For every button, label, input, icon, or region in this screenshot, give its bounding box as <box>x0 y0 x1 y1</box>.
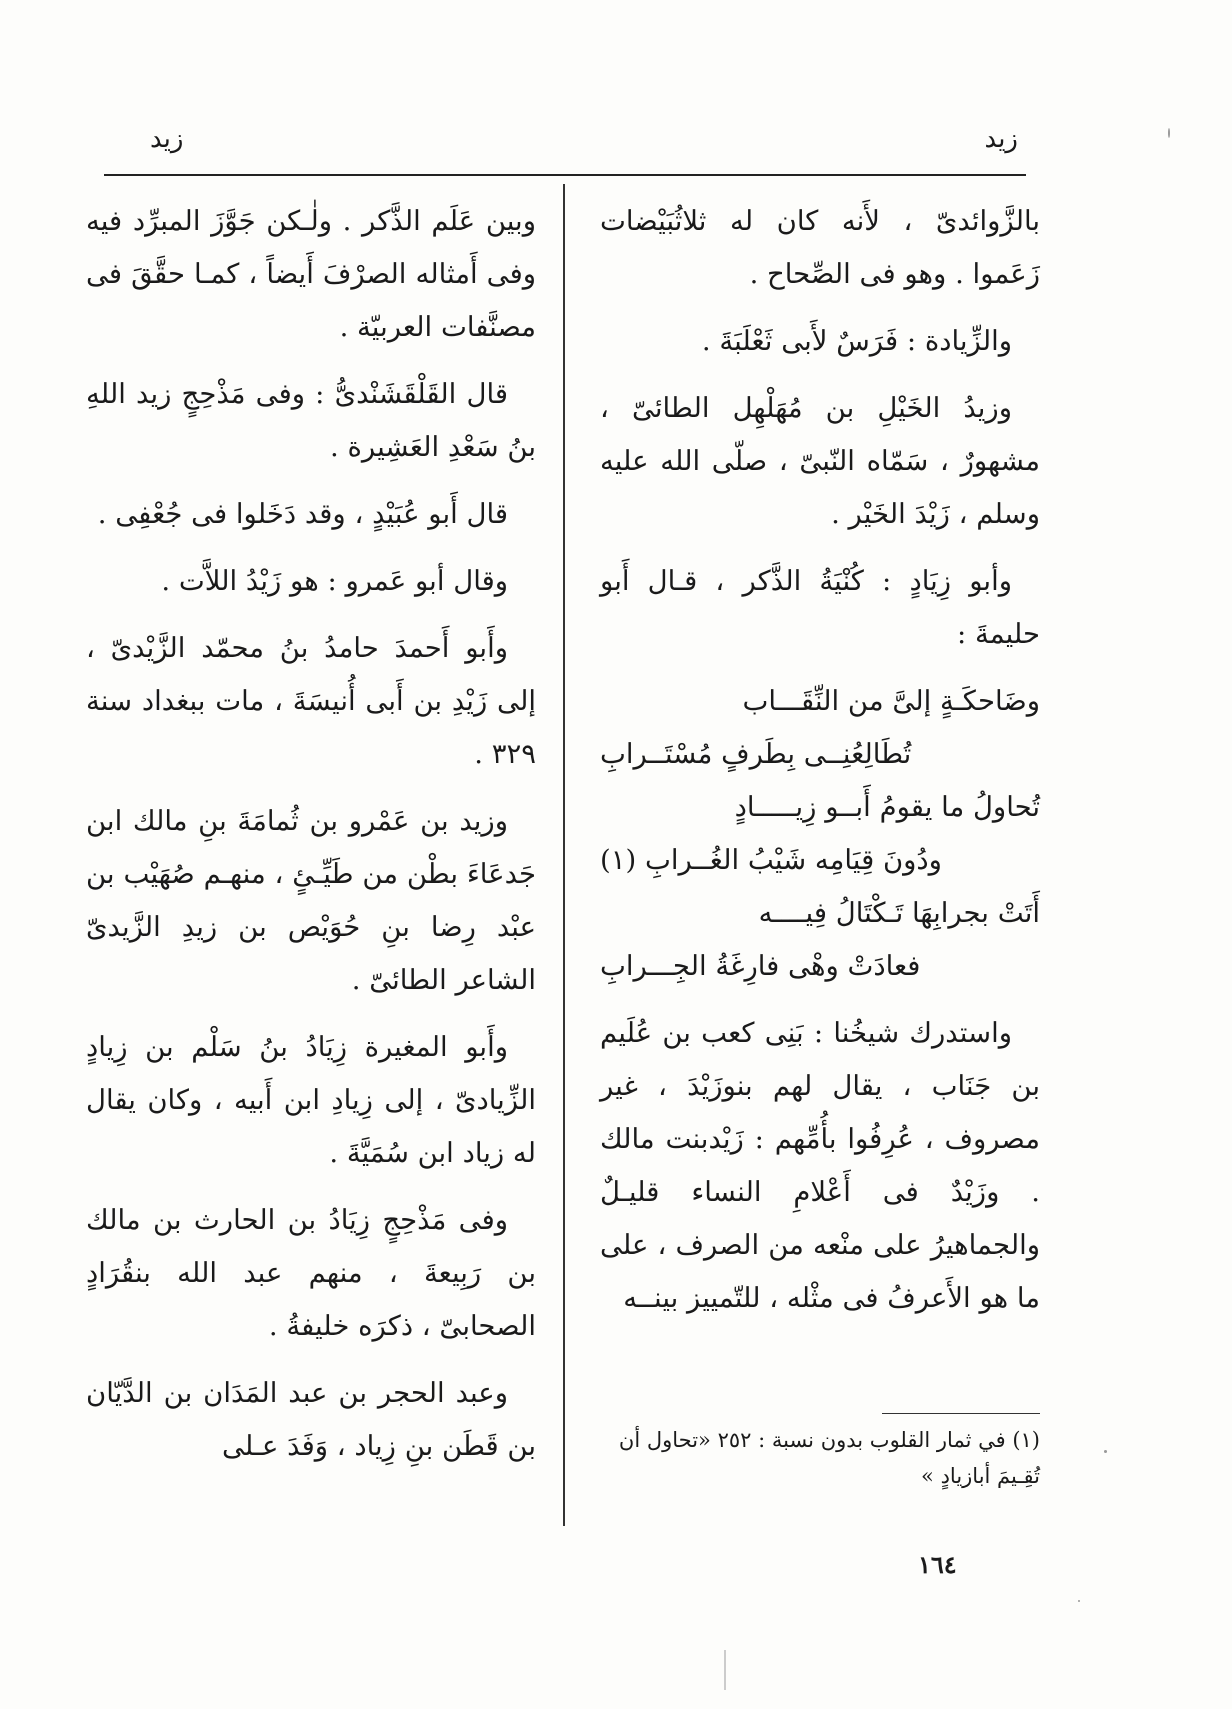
paragraph: وقال أبو عَمرو : هو زَيْدُ اللاَّت . <box>161 565 508 597</box>
paragraph: بالزَّوائدىّ ، لأَنه كان له ثلاثُبَيْضات زَعَموا . وهو فى الصِّحاح . <box>600 205 1040 290</box>
scan-speck <box>1168 128 1170 138</box>
verse-hemistich: وضَاحكَـةٍ إلىَّ من النِّقَـــاب <box>742 685 1040 717</box>
paragraph: وبين عَلَم الذَّكر . ولٰـكن جَوَّزَ المبرِّد فيه وفى أَمثاله الصرْفَ أَيضاً ، كمـا حقَّقَ فى مصنَّفات العربيّة . <box>86 205 536 343</box>
scan-speck <box>1104 1450 1107 1453</box>
paragraph: وأبو زِيَادٍ : كُنْيَةُ الذَّكر ، قـال أَبو حليمةَ : <box>600 565 1040 650</box>
poem <box>600 675 1040 993</box>
verse-hemistich: تُطَالِعُنِــى بِطَرفٍ مُسْتَــرابِ <box>600 738 912 770</box>
header-rule <box>104 174 1026 176</box>
running-header-right: زيد <box>984 124 1018 154</box>
paragraph: وأَبو أَحمدَ حامدُ بنُ محمّد الزَّيْدىّ ، إلى زَيْدِ بن أَبى أُنيسَةَ ، مات ببغداد سنة ٣٢٩ . <box>86 632 536 770</box>
paragraph: وعبد الحجر بن عبد المَدَان بن الدَّيّان بن قَطَن بنِ زِياد ، وَفَدَ عـلى <box>86 1377 536 1462</box>
verse-hemistich: ودُونَ قِيَامِه شَيْبُ الغُــرابِ (١) <box>600 844 942 876</box>
scan-speck <box>1078 1600 1080 1602</box>
right-column <box>600 195 1040 1339</box>
running-header-left: زيد <box>150 124 184 154</box>
page-number: ١٦٤ <box>918 1550 957 1579</box>
paragraph: وزيد بن عَمْرو بن ثُمامَةَ بنِ مالك ابن جَدعَاءَ بطْن من طَيِّـئٍ ، منهـم صُهَيْب بن عبْد رِضا بنِ حُوَيْص بن زيدِ الزَّيدىّ الشاعر الطائىّ . <box>86 805 536 996</box>
column-divider <box>563 184 565 1526</box>
footnote: (١) في ثمار القلوب بدون نسبة : ٢٥٢ «تحاول أن تُقِـيمَ أبازيادٍ » <box>618 1428 1040 1488</box>
paragraph: وزيدُ الخَيْلِ بن مُهَلْهِل الطائىّ ، مشهورٌ ، سَمّاه النّبىّ ، صلّى الله عليه وسلم ، زَيْدَ الخَيْر . <box>600 392 1040 530</box>
scan-speck <box>724 1650 726 1690</box>
paragraph: قال القَلْقَشَنْدىُّ : وفى مَذْحِجٍ زيد اللهِ بنُ سَعْدِ العَشِيرة . <box>86 378 536 463</box>
left-column <box>86 195 536 1487</box>
paragraph: قال أَبو عُبَيْدٍ ، وقد دَخَلوا فى جُعْفِى . <box>97 498 508 530</box>
footnote-rule <box>882 1413 1040 1414</box>
verse-hemistich: تُحاولُ ما يقومُ أَبــو زِيـــــادٍ <box>734 791 1040 823</box>
verse-hemistich: فعادَتْ وهْى فارِغَةُ الجِـــرابِ <box>600 950 921 982</box>
paragraph: والزِّيادة : فَرَسٌ لأَبى ثَعْلَبَةَ . <box>701 325 1012 357</box>
paragraph: وأَبو المغيرة زِيَادُ بنُ سَلْم بن زِيادٍ الزِّيادىّ ، إلى زِيادِ ابن أَبيه ، وكان يقال له زياد ابن سُمَيَّةَ . <box>86 1031 536 1169</box>
verse-hemistich: أَتَتْ بجرابِهَا تَـكْتَالُ فِيــــه <box>758 897 1040 929</box>
paragraph: وفى مَذْحِجٍ زِيَادُ بن الحارث بن مالك بن رَبِيعةَ ، منهم عبد الله بنقُرَادٍ الصحابىّ ، ذكرَه خليفةُ . <box>86 1204 536 1342</box>
paragraph: واستدرك شيخُنا : بَنِى كعب بن عُلَيم بن جَنَاب ، يقال لهم بنوزَيْدَ ، غير مصروف ، عُرِفُوا بأُمِّهم : زَيْدبنت مالك . وزَيْدٌ فى أَعْلامِ النساء قليـلٌ والجماهيرُ على منْعه من الصرف ، على ما هو الأَعرفُ فى مثْله ، للتّمييز بينــه <box>600 1017 1040 1314</box>
